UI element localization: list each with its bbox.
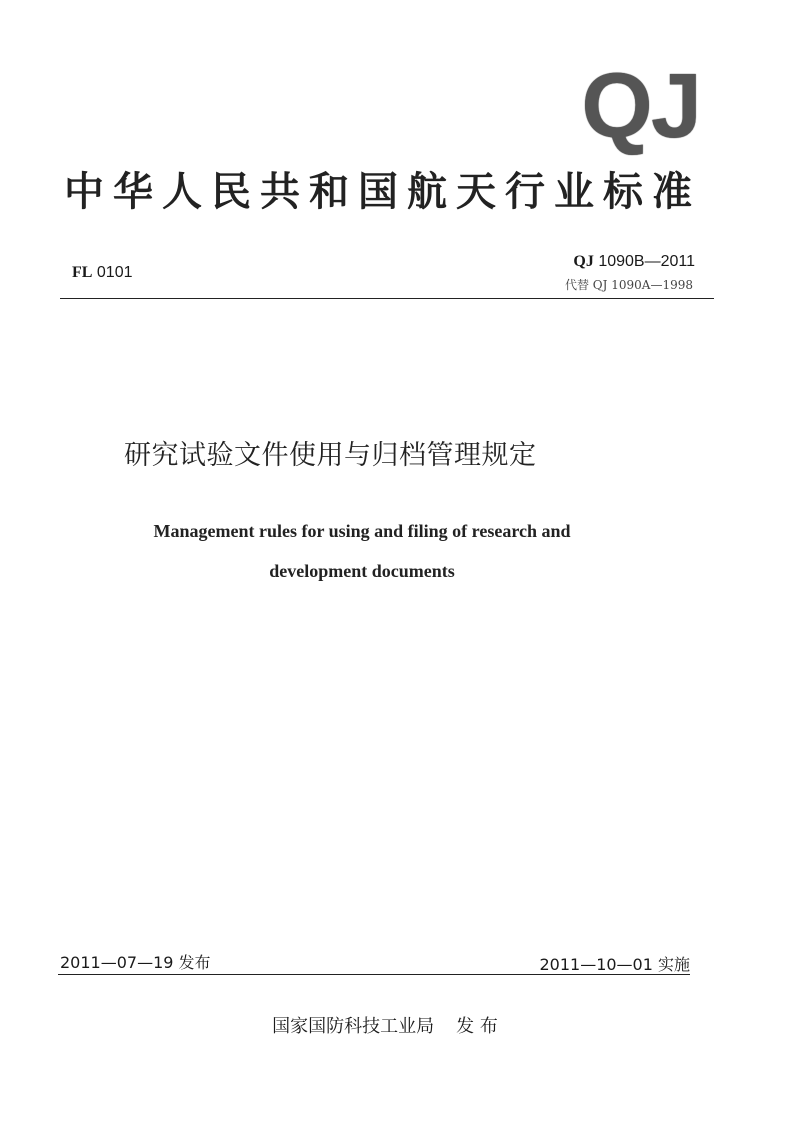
publisher-name: 国家国防科技工业局 xyxy=(272,1016,435,1037)
publisher-action: 发 布 xyxy=(456,1016,498,1037)
implementation-date: 2011—10—01 实施 xyxy=(539,955,690,974)
document-title-english-line1: Management rules for using and filing of research and xyxy=(153,521,571,541)
document-title-english-line2: development documents xyxy=(269,561,455,581)
standard-number-value: 1090B—2011 xyxy=(598,253,695,270)
document-title-chinese: 研究试验文件使用与归档管理规定 xyxy=(124,440,537,471)
standard-prefix: QJ xyxy=(573,253,594,270)
standard-category-title: 中华人民共和国航天行业标准 xyxy=(64,169,701,215)
classification-number: 0101 xyxy=(96,264,133,281)
standard-number xyxy=(573,253,695,271)
classification-prefix: FL xyxy=(72,264,93,281)
top-divider xyxy=(60,298,714,299)
replaces-standard: 代替 QJ 1090A—1998 xyxy=(564,278,693,292)
publisher xyxy=(0,1012,770,1038)
classification-code xyxy=(72,264,133,282)
issue-date: 2011—07—19 发布 xyxy=(60,953,211,972)
qj-logo: QJ xyxy=(581,55,700,157)
bottom-divider xyxy=(58,974,690,975)
